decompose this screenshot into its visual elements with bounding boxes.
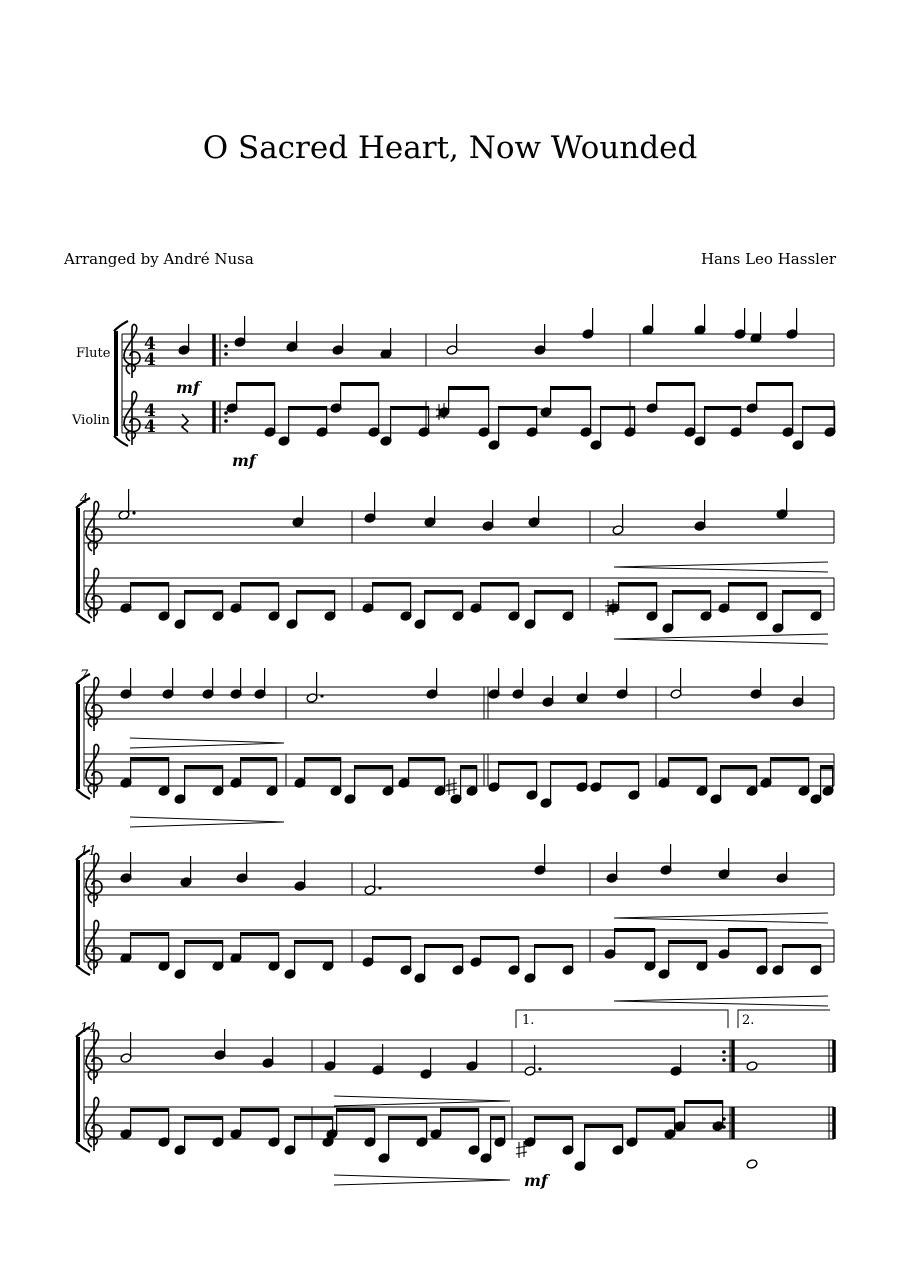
time-signature-denominator: 4	[144, 350, 156, 370]
repeat-dot	[722, 1058, 726, 1062]
note-head	[746, 1061, 758, 1072]
crescendo-hairpin	[614, 562, 828, 572]
score-title: O Sacred Heart, Now Wounded	[202, 130, 698, 166]
staff-flute	[84, 863, 834, 895]
volta-label-2: 2.	[742, 1013, 755, 1028]
treble-clef-icon	[124, 392, 140, 445]
volta-bracket-1	[516, 1010, 728, 1028]
measure-number: 7	[80, 668, 89, 683]
dynamic-mf-volta: mf	[524, 1171, 548, 1190]
measure-number: 4	[80, 492, 89, 507]
crescendo-hairpin	[614, 634, 828, 644]
staff-violin	[84, 754, 834, 786]
repeat-dot	[722, 1125, 726, 1129]
repeat-dot	[224, 352, 228, 356]
repeat-dot	[722, 1117, 726, 1121]
repeat-dot	[722, 1050, 726, 1054]
crescendo-hairpin	[614, 996, 828, 1006]
decrescendo-hairpin	[334, 1096, 510, 1106]
treble-clef-icon	[124, 325, 140, 378]
augmentation-dot	[132, 511, 135, 514]
treble-clef-icon	[86, 745, 102, 798]
instrument-label-violin: Violin	[72, 413, 110, 428]
instrument-label-flute: Flute	[76, 346, 111, 361]
treble-clef-icon	[86, 569, 102, 622]
measure-number: 11	[80, 844, 97, 859]
time-signature-denominator: 4	[144, 417, 156, 437]
measure-number: 14	[80, 1021, 97, 1036]
staff-flute	[122, 334, 834, 366]
time-signature-numerator: 4	[144, 401, 156, 421]
note-head	[746, 1159, 758, 1170]
time-signature-numerator: 4	[144, 334, 156, 354]
volta-label-1: 1.	[522, 1013, 535, 1028]
augmentation-dot	[320, 694, 323, 697]
treble-clef-icon	[86, 502, 102, 555]
arranger-credit: Arranged by André Nusa	[64, 250, 254, 268]
treble-clef-icon	[86, 921, 102, 974]
decrescendo-hairpin	[334, 1175, 510, 1185]
staff-flute	[84, 511, 834, 543]
composer-credit: Hans Leo Hassler	[700, 250, 836, 268]
dynamic-mf-violin: mf	[232, 451, 256, 470]
decrescendo-hairpin	[130, 817, 284, 827]
staff-flute	[84, 687, 834, 719]
repeat-dot	[224, 411, 228, 415]
treble-clef-icon	[86, 678, 102, 731]
dynamic-mf-flute: mf	[176, 378, 200, 397]
augmentation-dot	[378, 886, 381, 889]
repeat-dot	[224, 344, 228, 348]
staff-flute	[84, 1040, 834, 1072]
treble-clef-icon	[86, 854, 102, 907]
decrescendo-hairpin	[130, 738, 284, 748]
bracket-top-hook	[114, 321, 128, 331]
repeat-dot	[224, 419, 228, 423]
treble-clef-icon	[86, 1031, 102, 1084]
augmentation-dot	[538, 1067, 541, 1070]
crescendo-hairpin	[614, 913, 828, 923]
treble-clef-icon	[86, 1098, 102, 1151]
